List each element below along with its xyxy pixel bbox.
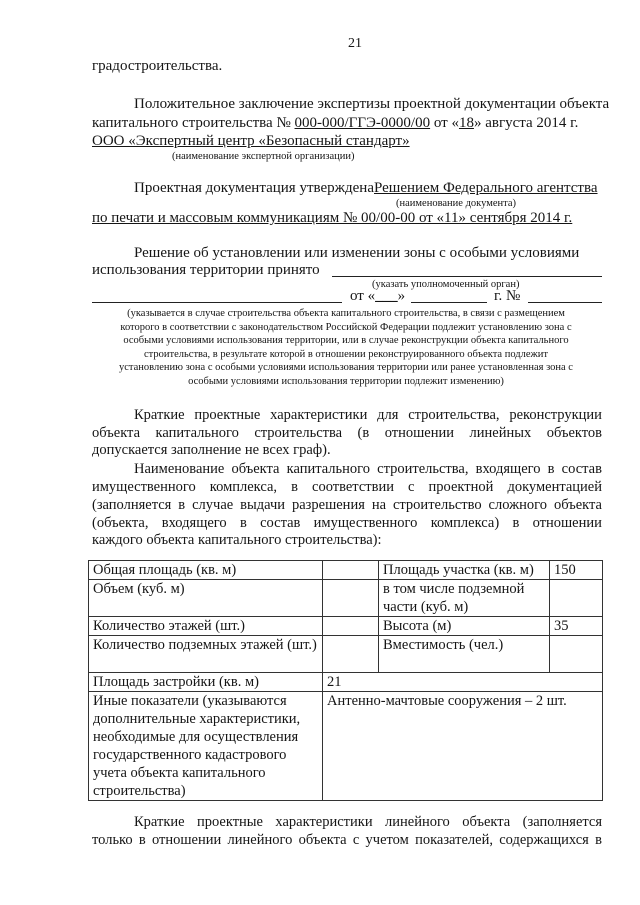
word: имущественного: [313, 515, 418, 531]
expertise-day: 18: [458, 115, 474, 131]
floors-value: [323, 617, 379, 636]
word: объектов: [546, 425, 602, 441]
word: строительства: [254, 425, 343, 441]
word: отношении: [532, 515, 602, 531]
height-value: 35: [550, 617, 603, 636]
plot-area-value: 150: [550, 561, 603, 580]
word: строительства,: [408, 407, 500, 423]
word: строительства,: [377, 461, 469, 477]
word: документацией: [507, 479, 602, 495]
word: объекта: [462, 814, 511, 830]
zone-note-line: (указывается в случае строительства объекта капитального строительства, в связи с размещением: [127, 308, 565, 319]
object-name-line-1: [134, 461, 602, 478]
word: учетом: [365, 832, 409, 848]
zone-note-line: строительства, в результате которой в отношении реконструированного объекта подлежит: [144, 348, 548, 360]
capacity-label: Вместимость (чел.): [379, 636, 550, 673]
zone-blank-day: ___: [375, 288, 398, 304]
word: (заполняется: [92, 497, 172, 513]
approval-doc-part-2: по печати и массовым коммуникациям № 00/00-00 от «11» сентября 2014 г.: [92, 210, 573, 226]
word: входящего: [161, 515, 227, 531]
word: состав: [260, 515, 301, 531]
zone-note-line: которого в соответствии с законодательством Российской Федерации подлежит установлению зона с: [120, 321, 572, 333]
zone-year-number: г. №: [494, 288, 521, 304]
approval-doc-part-1: Решением Федерального агентства: [374, 180, 598, 196]
height-label: Высота (м): [379, 617, 550, 636]
table-row: [89, 617, 603, 636]
approval-caption: (наименование документа): [396, 198, 517, 209]
word: в: [547, 461, 555, 477]
word: линейного: [385, 814, 450, 830]
word: объекта: [231, 461, 280, 477]
linear-line-2: [92, 832, 602, 849]
word: разрешения: [291, 497, 365, 513]
word: комплекса): [430, 515, 500, 531]
word: в: [595, 832, 602, 848]
word: линейного: [227, 832, 293, 848]
zone-organ-blank: [332, 276, 602, 277]
zone-note: [88, 307, 604, 388]
continuation-text: градостроительства.: [92, 58, 223, 74]
word: только: [92, 832, 133, 848]
word: в: [138, 832, 146, 848]
expertise-line-1: Положительное заключение экспертизы проектной документации объекта: [134, 96, 610, 112]
word: показателей,: [415, 832, 493, 848]
footprint-label: Площадь застройки (кв. м): [89, 673, 323, 692]
expertise-number: 000-000/ГГЭ-0000/00: [294, 115, 431, 131]
approval-prefix: Проектная документация утверждена: [134, 180, 374, 196]
brief-line-3: допускается заполнение не всех граф).: [92, 442, 331, 458]
word: сложного: [488, 497, 547, 513]
expertise-caption: (наименование экспертной организации): [172, 151, 355, 162]
underground-volume-label: в том числе подземной части (куб. м): [379, 580, 550, 617]
volume-label: Объем (куб. м): [89, 580, 323, 617]
zone-from: от «: [350, 288, 376, 304]
word: соответствии: [312, 479, 394, 495]
other-indicators-label: Иные показатели (указываются дополнительные характеристики, необходимые для осуществления государственного кадастрового учета объекта капитального строительства): [89, 692, 323, 801]
word: отношении: [151, 832, 222, 848]
word: состав: [561, 461, 602, 477]
table-row: [89, 692, 603, 801]
object-name-line-5: каждого объекта капитального строительства):: [92, 532, 382, 548]
word: объекта: [298, 832, 347, 848]
word: в: [178, 497, 186, 513]
word: объекта: [92, 425, 141, 441]
page-number: 21: [348, 36, 362, 51]
word: с: [408, 479, 415, 495]
total-area-value: [323, 561, 379, 580]
zone-organ-caption: (указать уполномоченный орган): [372, 279, 520, 290]
total-area-label: Общая площадь (кв. м): [89, 561, 323, 580]
characteristics-table: [88, 560, 603, 801]
floors-label: Количество этажей (шт.): [89, 617, 323, 636]
expertise-prefix: капитального строительства №: [92, 115, 291, 131]
word: в: [291, 479, 298, 495]
footprint-value: 21: [323, 673, 603, 692]
table-row: [89, 561, 603, 580]
approval-line: [134, 180, 598, 197]
word: выдачи: [240, 497, 286, 513]
word: на: [371, 497, 387, 513]
word: строительство: [392, 497, 482, 513]
word: Краткие: [134, 407, 185, 423]
object-name-line-2: [92, 479, 602, 496]
word: капитального: [155, 425, 239, 441]
zone-line-1: Решение об установлении или изменении зоны с особыми условиями: [134, 245, 580, 261]
object-name-line-3: [92, 497, 602, 514]
word: имущественного: [92, 479, 196, 495]
word: (объекта,: [92, 515, 149, 531]
word: (заполняется: [522, 814, 602, 830]
table-row: [89, 580, 603, 617]
zone-document-blank: [92, 302, 342, 303]
word: в: [239, 515, 247, 531]
word: характеристики: [270, 407, 368, 423]
linear-line-1: [134, 814, 602, 831]
word: проектные: [194, 407, 261, 423]
word: проектной: [428, 479, 494, 495]
brief-line-1: [134, 407, 602, 424]
table-row: [89, 673, 603, 692]
expertise-line-2: [92, 115, 578, 132]
word: в: [512, 515, 520, 531]
zone-month-blank: [411, 302, 487, 303]
object-name-line-4: [92, 515, 602, 532]
word: линейных: [469, 425, 532, 441]
zone-number-blank: [528, 302, 602, 303]
word: (в: [357, 425, 370, 441]
word: с: [352, 832, 360, 848]
expertise-month-year: » августа 2014 г.: [473, 115, 579, 131]
other-indicators-value: Антенно-мачтовые сооружения – 2 шт.: [323, 692, 603, 801]
word: характеристики: [275, 814, 373, 830]
word: объекта: [553, 497, 602, 513]
zone-line-2: использования территории принято: [92, 262, 320, 278]
word: входящего: [475, 461, 541, 477]
word: содержащихся: [499, 832, 589, 848]
capacity-value: [550, 636, 603, 673]
zone-close-quote: »: [397, 288, 406, 304]
underground-floors-label: Количество подземных этажей (шт.): [89, 636, 323, 673]
underground-volume-value: [550, 580, 603, 617]
expertise-organization: ООО «Экспертный центр «Безопасный стандарт»: [92, 133, 410, 149]
volume-value: [323, 580, 379, 617]
zone-date-line: [350, 288, 405, 305]
zone-note-line: установлению зона с особыми условиями использования территории или ранее установленная зона с: [119, 362, 573, 373]
word: для: [377, 407, 399, 423]
word: Краткие: [134, 814, 185, 830]
underground-floors-value: [323, 636, 379, 673]
word: отношении: [384, 425, 455, 441]
brief-line-2: [92, 425, 602, 442]
table-row: [89, 636, 603, 673]
word: Наименование: [134, 461, 225, 477]
word: комплекса,: [209, 479, 278, 495]
word: капитального: [286, 461, 371, 477]
word: реконструкции: [509, 407, 602, 423]
word: проектные: [196, 814, 263, 830]
plot-area-label: Площадь участка (кв. м): [379, 561, 550, 580]
zone-note-line: особыми условиями использования территории подлежит изменению): [188, 375, 504, 387]
word: случае: [192, 497, 234, 513]
expertise-from: от «: [433, 115, 459, 131]
zone-note-line: особыми условиями использования территории, или в случае реконструкции объекта капитального: [123, 335, 569, 346]
